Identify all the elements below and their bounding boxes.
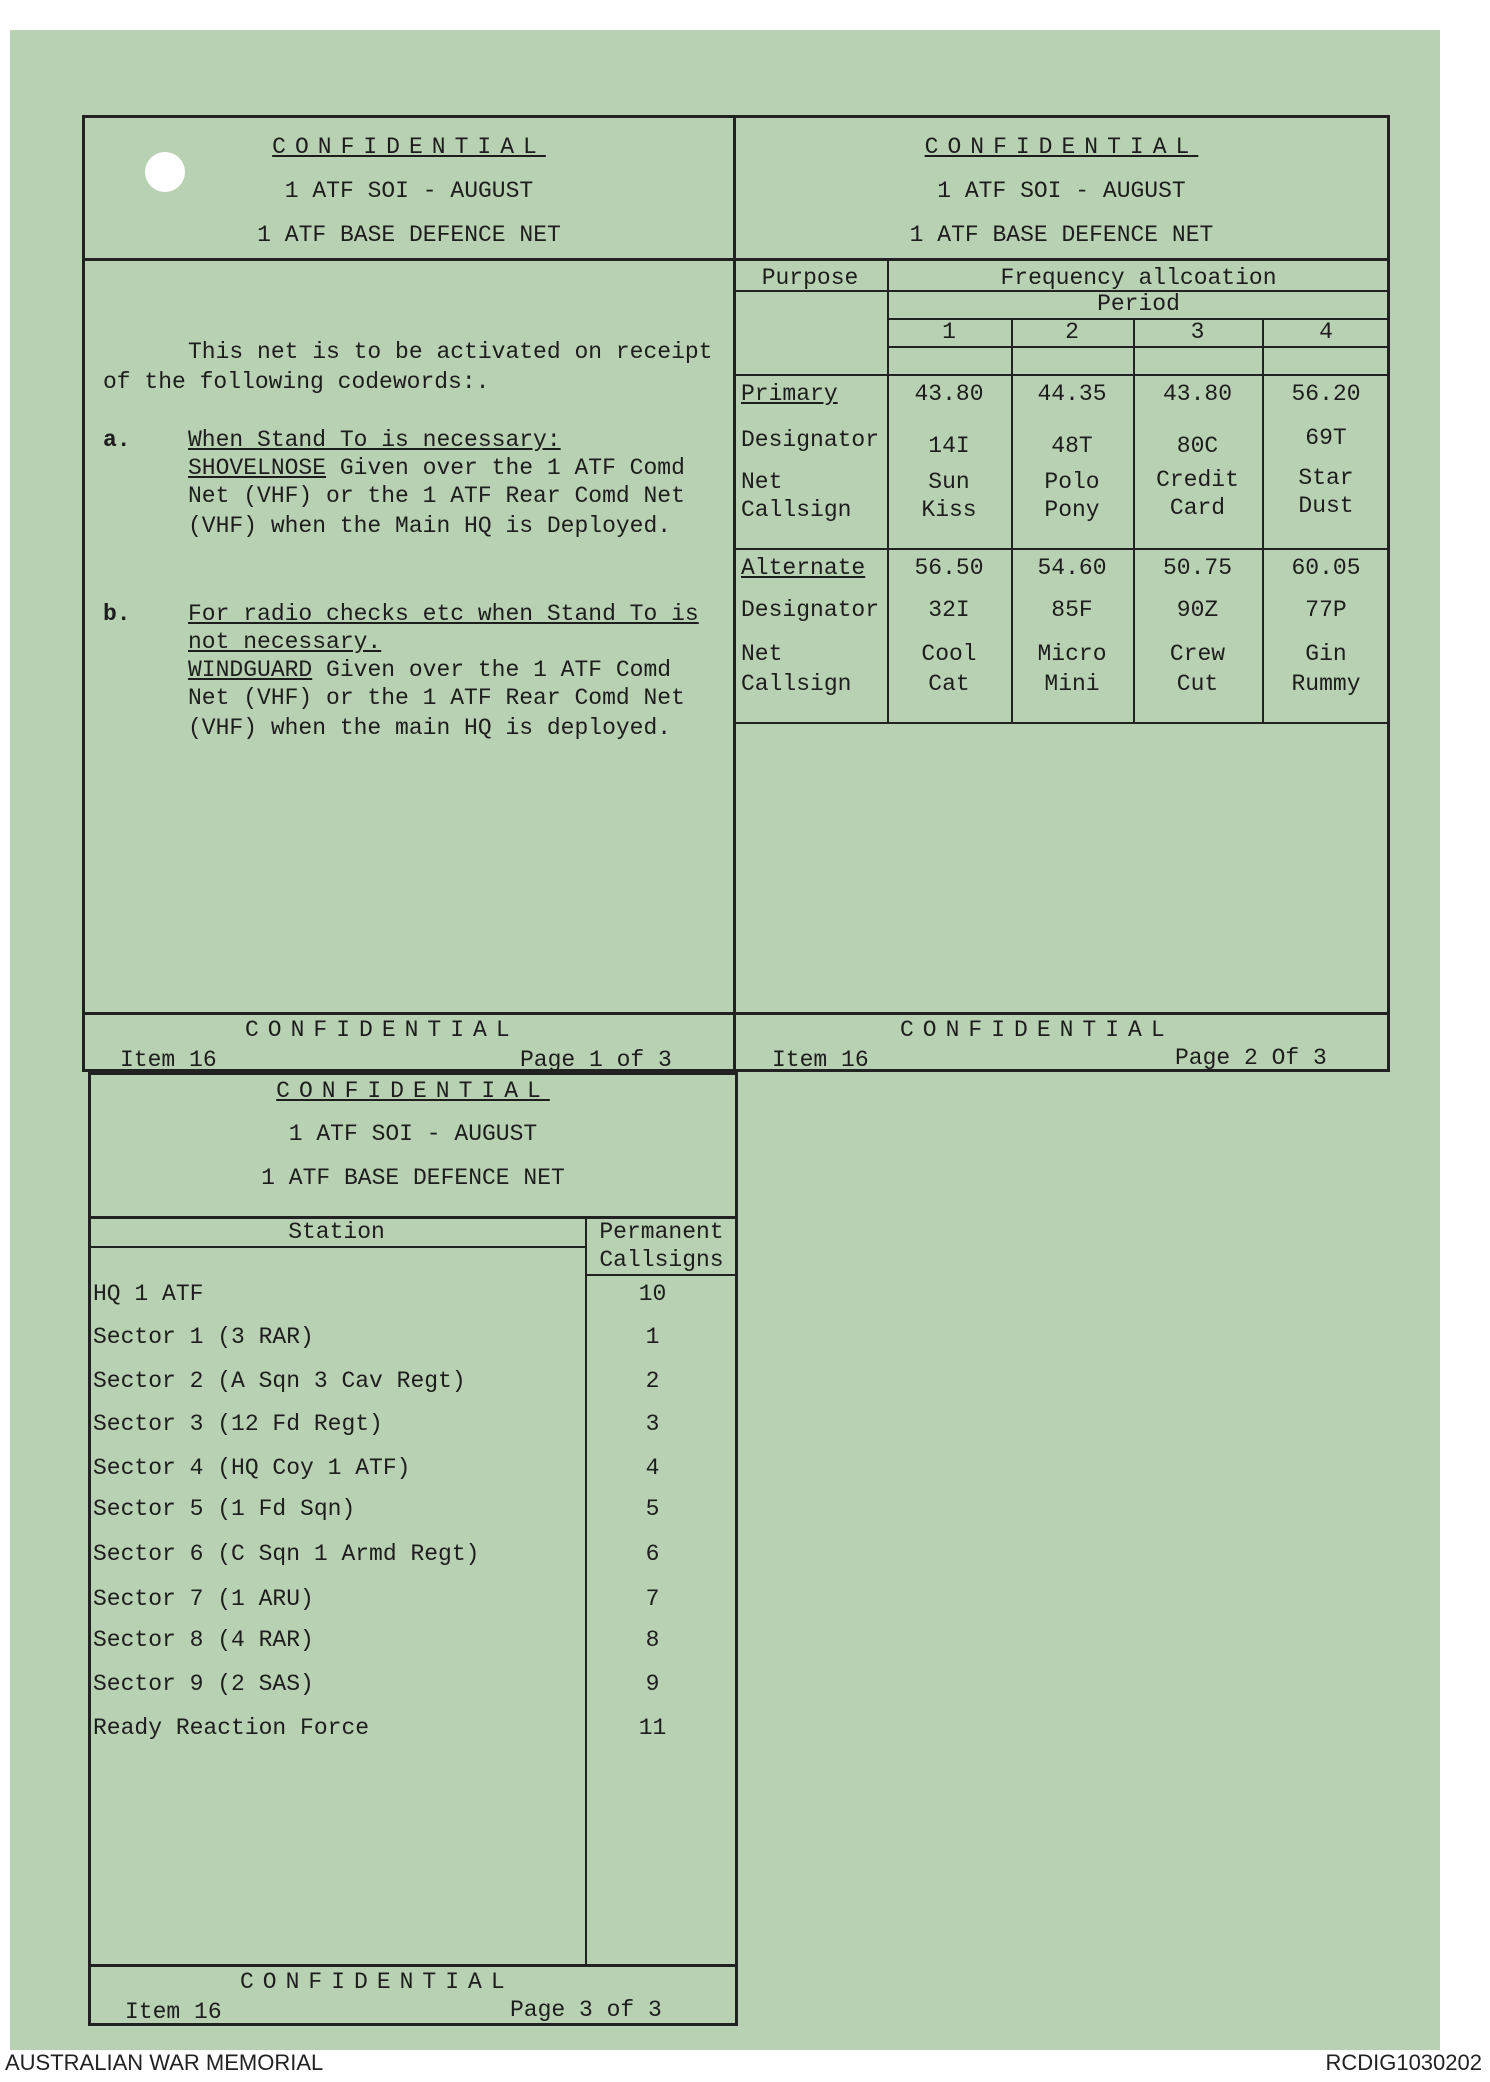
page2-footer-item: Item 16 <box>772 1047 869 1073</box>
freq-allocation-header: Frequency allcoation <box>1000 265 1277 291</box>
page1-header-divider <box>82 258 736 261</box>
alternate-designator-label: Designator <box>741 597 880 623</box>
station-callsign-sector2: 2 <box>645 1368 660 1394</box>
station-callsign-rrf: 11 <box>638 1715 667 1741</box>
alternate-freq-3: 50.75 <box>1162 555 1232 581</box>
alternate-callsign-2b: Mini <box>1044 671 1100 697</box>
freq-row-numbers <box>887 346 1390 348</box>
codeword-shovelnose: SHOVELNOSE <box>188 455 327 481</box>
archive-name: AUSTRALIAN WAR MEMORIAL <box>5 2050 324 2075</box>
primary-callsign-3a: Credit <box>1156 467 1239 493</box>
archive-reference: RCDIG1030202 <box>1325 2050 1482 2075</box>
primary-designator-3: 80C <box>1176 433 1219 459</box>
alternate-freq-1: 56.50 <box>914 555 984 581</box>
item-b-heading2: not necessary. <box>188 629 382 655</box>
callsign-header-divider <box>585 1274 738 1276</box>
page2-footer-classification: CONFIDENTIAL <box>900 1017 1174 1043</box>
primary-callsign-2b: Pony <box>1044 497 1100 523</box>
station-name-sector3: Sector 3 (12 Fd Regt) <box>93 1411 383 1437</box>
freq-purpose-header: Purpose <box>761 265 859 291</box>
station-callsign-sector3: 3 <box>645 1411 660 1437</box>
page1-footer-page: Page 1 of 3 <box>520 1047 672 1073</box>
primary-designator-label: Designator <box>741 427 880 453</box>
page3-classification: CONFIDENTIAL <box>276 1078 550 1104</box>
primary-callsign-3b: Card <box>1169 495 1226 521</box>
page1-net-title: 1 ATF BASE DEFENCE NET <box>257 222 561 248</box>
freq-row-primary-end <box>733 548 1390 550</box>
freq-period-header: Period <box>1097 291 1180 317</box>
page3-footer-classification: CONFIDENTIAL <box>240 1969 514 1995</box>
item-a-marker: a. <box>103 427 131 453</box>
item-a-line1 <box>188 454 685 482</box>
period-2: 2 <box>1065 319 1079 345</box>
page3-footer-page: Page 3 of 3 <box>510 1997 662 2023</box>
item-b-heading1: For radio checks etc when Stand To is <box>188 601 699 627</box>
primary-designator-2: 48T <box>1051 433 1093 459</box>
item-a-line1-rest: Given over the 1 ATF Comd <box>326 455 685 481</box>
primary-designator-1: 14I <box>928 433 970 459</box>
primary-callsign-1a: Sun <box>928 469 970 495</box>
page1-soi-title: 1 ATF SOI - AUGUST <box>284 178 534 204</box>
alternate-label: Alternate <box>741 555 866 581</box>
station-callsign-hq: 10 <box>638 1281 667 1307</box>
page1-footer-divider <box>82 1012 736 1015</box>
primary-callsign-1b: Kiss <box>921 497 977 523</box>
station-callsign-sector6: 6 <box>645 1541 660 1567</box>
station-callsign-sector5: 5 <box>645 1496 660 1522</box>
alternate-callsign-4a: Gin <box>1305 641 1347 667</box>
page2-classification: CONFIDENTIAL <box>924 134 1199 160</box>
alternate-designator-2: 85F <box>1051 597 1093 623</box>
page2-footer-page: Page 2 Of 3 <box>1175 1045 1327 1071</box>
item-b-marker: b. <box>103 601 131 627</box>
page1-intro-line2: of the following codewords:. <box>103 369 490 395</box>
station-callsign-sector4: 4 <box>645 1455 660 1481</box>
codeword-windguard: WINDGUARD <box>188 657 313 683</box>
alternate-callsign-label2: Callsign <box>741 671 852 697</box>
primary-freq-1: 43.80 <box>914 381 984 407</box>
alternate-designator-3: 90Z <box>1176 597 1219 623</box>
station-name-sector6: Sector 6 (C Sqn 1 Armd Regt) <box>93 1541 480 1567</box>
permanent-callsigns-header2: Callsigns <box>599 1247 724 1273</box>
station-header-divider <box>88 1246 585 1248</box>
primary-label: Primary <box>741 381 838 407</box>
station-name-hq: HQ 1 ATF <box>93 1281 204 1307</box>
primary-callsign-4b: Dust <box>1298 493 1354 519</box>
alternate-callsign-4b: Rummy <box>1291 671 1361 697</box>
alternate-freq-4: 60.05 <box>1291 555 1361 581</box>
alternate-freq-2: 54.60 <box>1037 555 1107 581</box>
item-b-line1 <box>188 656 671 684</box>
page2-soi-title: 1 ATF SOI - AUGUST <box>937 178 1186 204</box>
period-4: 4 <box>1319 319 1333 345</box>
alternate-callsign-1a: Cool <box>921 641 977 667</box>
alternate-callsign-3b: Cut <box>1176 671 1219 697</box>
page2-header-divider <box>733 258 1390 261</box>
primary-designator-4: 69T <box>1305 425 1347 451</box>
primary-freq-3: 43.80 <box>1162 381 1232 407</box>
period-1: 1 <box>942 319 956 345</box>
station-callsign-sector8: 8 <box>645 1627 660 1653</box>
item-a-line2: Net (VHF) or the 1 ATF Rear Comd Net <box>188 483 685 509</box>
page2-net-title: 1 ATF BASE DEFENCE NET <box>909 222 1214 248</box>
station-column-header: Station <box>288 1219 385 1245</box>
station-name-sector1: Sector 1 (3 RAR) <box>93 1324 314 1350</box>
alternate-designator-1: 32I <box>928 597 970 623</box>
page1-intro-line1: This net is to be activated on receipt <box>188 339 713 365</box>
alternate-callsign-label1: Net <box>741 641 783 667</box>
primary-callsign-4a: Star <box>1298 465 1354 491</box>
alternate-designator-4: 77P <box>1305 597 1347 623</box>
station-name-sector7: Sector 7 (1 ARU) <box>93 1586 314 1612</box>
station-name-sector8: Sector 8 (4 RAR) <box>93 1627 314 1653</box>
alternate-callsign-2a: Micro <box>1037 641 1107 667</box>
permanent-callsigns-header1: Permanent <box>599 1219 724 1245</box>
station-name-rrf: Ready Reaction Force <box>93 1715 370 1741</box>
item-b-line3: (VHF) when the main HQ is deployed. <box>188 715 672 741</box>
page1-footer-classification: CONFIDENTIAL <box>245 1017 519 1043</box>
page3-net-title: 1 ATF BASE DEFENCE NET <box>261 1165 565 1191</box>
station-callsign-sector7: 7 <box>645 1586 660 1612</box>
station-name-sector2: Sector 2 (A Sqn 3 Cav Regt) <box>93 1368 466 1394</box>
period-3: 3 <box>1190 319 1205 345</box>
primary-freq-4: 56.20 <box>1291 381 1361 407</box>
primary-callsign-label1: Net <box>741 469 783 495</box>
page2-footer-divider <box>733 1012 1390 1015</box>
alternate-callsign-3a: Crew <box>1169 641 1226 667</box>
page3-footer-divider <box>88 1964 738 1967</box>
freq-row-blank <box>733 374 1390 376</box>
page3-soi-title: 1 ATF SOI - AUGUST <box>288 1121 538 1147</box>
page3-footer-item: Item 16 <box>125 1999 222 2025</box>
station-callsign-sector9: 9 <box>645 1671 660 1697</box>
item-b-line2: Net (VHF) or the 1 ATF Rear Comd Net <box>188 685 685 711</box>
page1-footer-item: Item 16 <box>120 1047 217 1073</box>
item-a-heading: When Stand To is necessary: <box>188 427 561 453</box>
primary-callsign-2a: Polo <box>1044 469 1100 495</box>
item-b-line1-rest: Given over the 1 ATF Comd <box>312 657 672 683</box>
item-a-line3: (VHF) when the Main HQ is Deployed. <box>188 513 672 539</box>
station-name-sector9: Sector 9 (2 SAS) <box>93 1671 314 1697</box>
station-name-sector5: Sector 5 (1 Fd Sqn) <box>93 1496 356 1522</box>
page1-classification: CONFIDENTIAL <box>272 134 546 160</box>
alternate-callsign-1b: Cat <box>928 671 970 697</box>
station-callsign-sector1: 1 <box>645 1324 660 1350</box>
primary-callsign-label2: Callsign <box>741 497 852 523</box>
primary-freq-2: 44.35 <box>1037 381 1107 407</box>
station-name-sector4: Sector 4 (HQ Coy 1 ATF) <box>93 1455 411 1481</box>
freq-row-alternate-end <box>733 722 1390 724</box>
